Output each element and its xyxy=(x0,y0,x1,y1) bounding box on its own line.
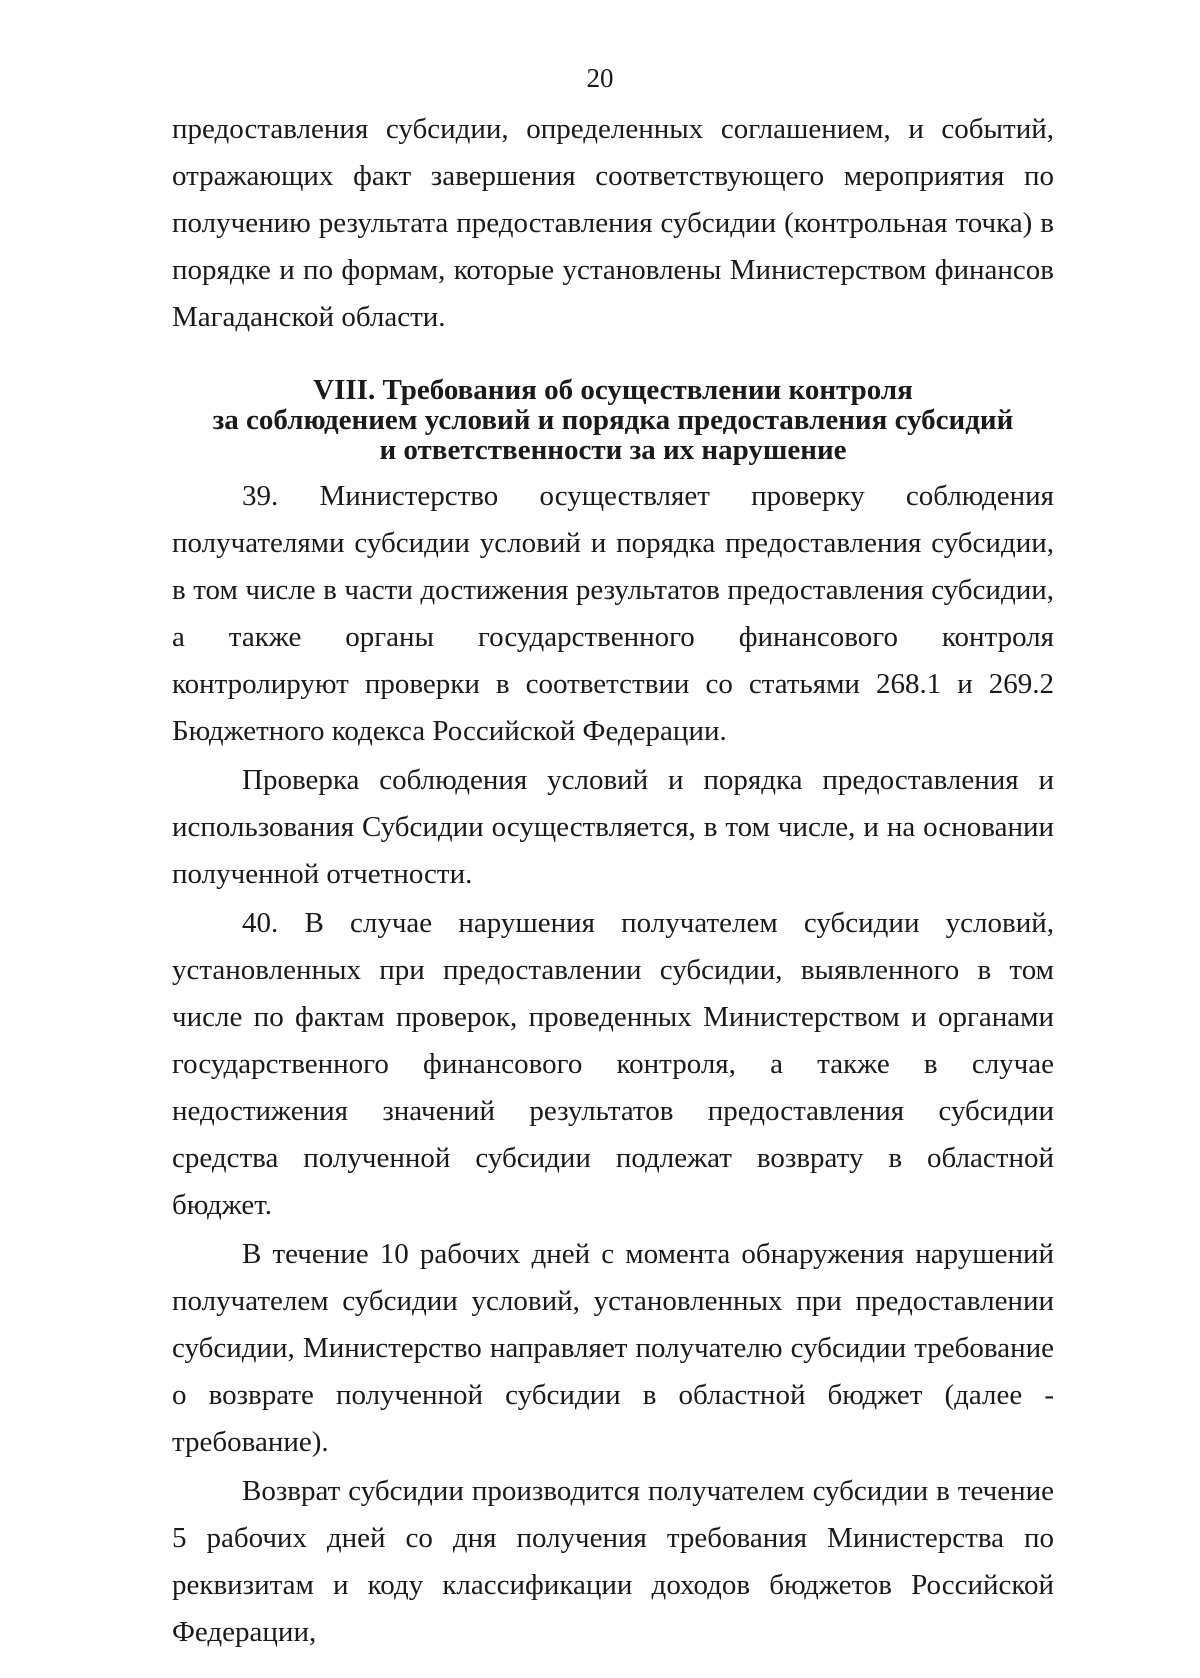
intro-paragraph: предоставления субсидии, определенных соглашением, и событий, отражающих факт завершения соответствующего мероприятия по получению результата предоставления субсидии (контрольная точка) в порядке и по формам, которые установлены Министерством финансов Магаданской области. xyxy=(172,113,1054,333)
paragraph-refund-request: В течение 10 рабочих дней с момента обнаружения нарушений получателем субсидии условий, установленных при предоставлении субсидии, Министерство направляет получателю субсидии требование о возврате полученной субсидии в областной бюджет (далее - требование). xyxy=(172,1238,1054,1458)
section-heading xyxy=(172,375,1054,465)
page-number: 20 xyxy=(586,63,614,93)
section-heading-line-2: за соблюдением условий и порядка предоставления субсидий xyxy=(212,404,1014,436)
document-body xyxy=(172,106,1054,1656)
paragraph-refund-terms: Возврат субсидии производится получателем субсидии в течение 5 рабочих дней со дня получения требования Министерства по реквизитам и коду классификации доходов бюджетов Российской Федерации, xyxy=(172,1475,1054,1648)
section-heading-line-1: VIII. Требования об осуществлении контроля xyxy=(313,374,913,406)
paragraph-verification: Проверка соблюдения условий и порядка предоставления и использования Субсидии осуществляется, в том числе, и на основании полученной отчетности. xyxy=(172,764,1054,890)
paragraph-40: 40. В случае нарушения получателем субсидии условий, установленных при предоставлении субсидии, выявленного в том числе по фактам проверок, проведенных Министерством и органами государственного финансового контроля, а также в случае недостижения значений результатов предоставления субсидии средства полученной субсидии подлежат возврату в областной бюджет. xyxy=(172,907,1054,1221)
section-heading-line-3: и ответственности за их нарушение xyxy=(379,434,847,466)
paragraph-39: 39. Министерство осуществляет проверку соблюдения получателями субсидии условий и порядка предоставления субсидии, в том числе в части достижения результатов предоставления субсидии, а также органы государственного финансового контроля контролируют проверки в соответствии со статьями 268.1 и 269.2 Бюджетного кодекса Российской Федерации. xyxy=(172,480,1054,747)
